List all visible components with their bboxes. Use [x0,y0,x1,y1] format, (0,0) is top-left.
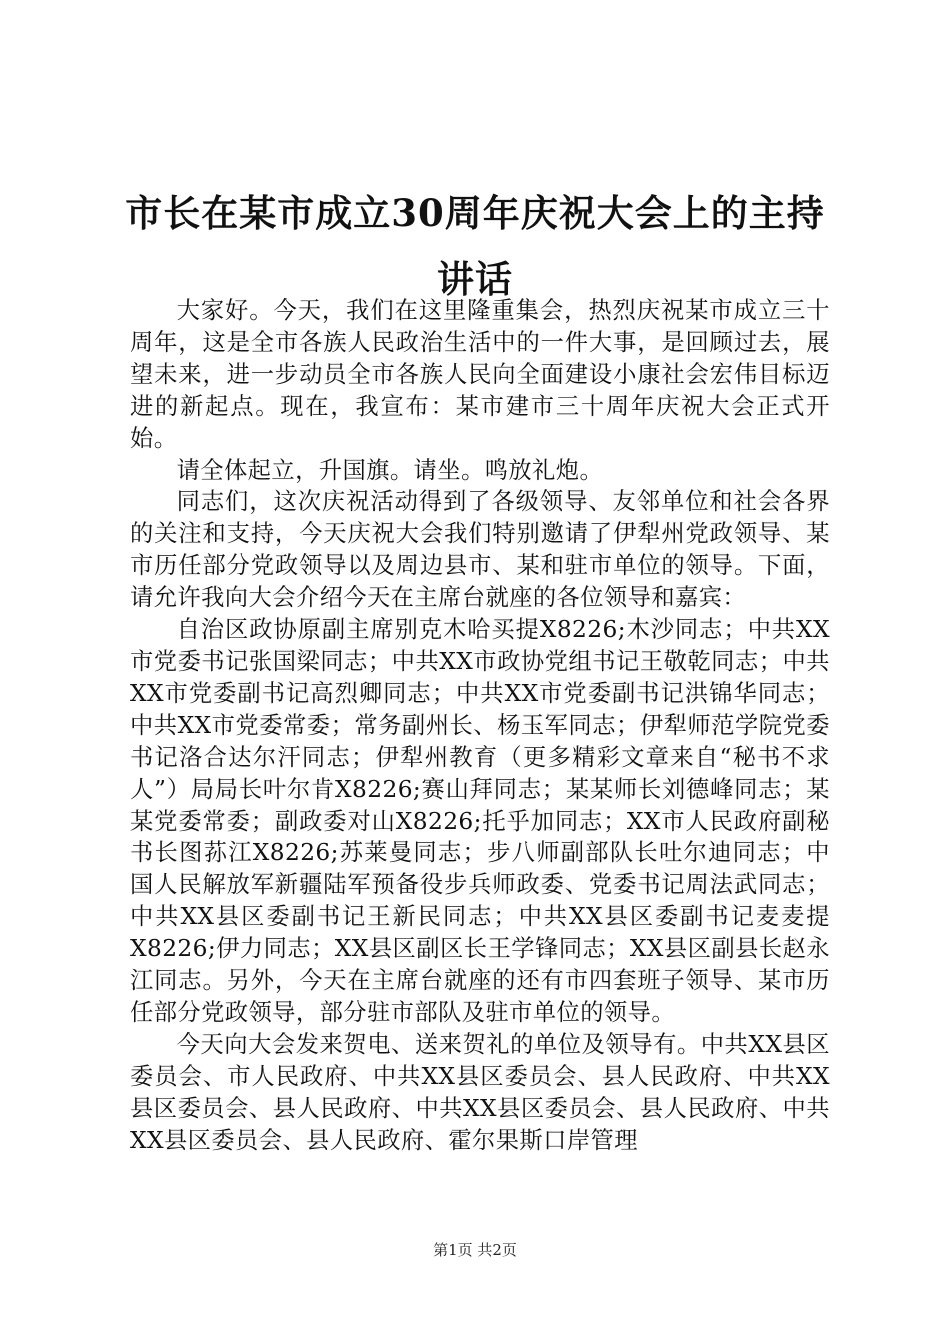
page-footer: 第1页 共2页 [433,1241,517,1259]
paragraph-guest-list: 自治区政协原副主席别克木哈买提X8226;木沙同志；中共XX市党委书记张国梁同志；中共XX市政协党组书记王敬乾同志；中共XX市党委副书记高烈卿同志；中共XX市党委副书记洪锦华同志；中共XX市党委常委；常务副州长、杨玉军同志；伊犁师范学院党委书记洛合达尔汗同志；伊犁州教育（更多精彩文章来自“秘书不求人”）局局长叶尔肯X8226;赛山拜同志；某某师长刘德峰同志；某某党委常委；副政委对山X8226;托乎加同志；XX市人民政府副秘书长图荪江X8226;苏莱曼同志；步八师副部队长吐尔迪同志；中国人民解放军新疆陆军预备役步兵师政委、党委书记周法武同志；中共XX县区委副书记王新民同志；中共XX县区委副书记麦麦提X8226;伊力同志；XX县区副区长王学锋同志；XX县区副县长赵永江同志。另外，今天在主席台就座的还有市四套班子领导、某市历任部分党政领导，部分驻市部队及驻市单位的领导。 [130,616,830,1026]
document-title: 市长在某市成立30周年庆祝大会上的主持讲话 [125,191,825,301]
paragraph-congratulations: 今天向大会发来贺电、送来贺礼的单位及领导有。中共XX县区委员会、市人民政府、中共XX县区委员会、县人民政府、中共XX县区委员会、县人民政府、中共XX县区委员会、县人民政府、中共XX县区委员会、县人民政府、霍尔果斯口岸管理 [130,1030,830,1154]
document-body [130,295,830,1156]
paragraph-ceremony: 请全体起立，升国旗。请坐。鸣放礼炮。 [176,456,604,484]
paragraph-opening: 大家好。今天，我们在这里隆重集会，热烈庆祝某市成立三十周年，这是全市各族人民政治生活中的一件大事，是回顾过去，展望未来，进一步动员全市各族人民向全面建设小康社会宏伟目标迈进的新起点。现在，我宣布：某市建市三十周年庆祝大会正式开始。 [130,297,830,452]
paragraph-introduction: 同志们，这次庆祝活动得到了各级领导、友邻单位和社会各界的关注和支持，今天庆祝大会我们特别邀请了伊犁州党政领导、某市历任部分党政领导以及周边县市、某和驻市单位的领导。下面，请允许我向大会介绍今天在主席台就座的各位领导和嘉宾： [130,488,830,612]
